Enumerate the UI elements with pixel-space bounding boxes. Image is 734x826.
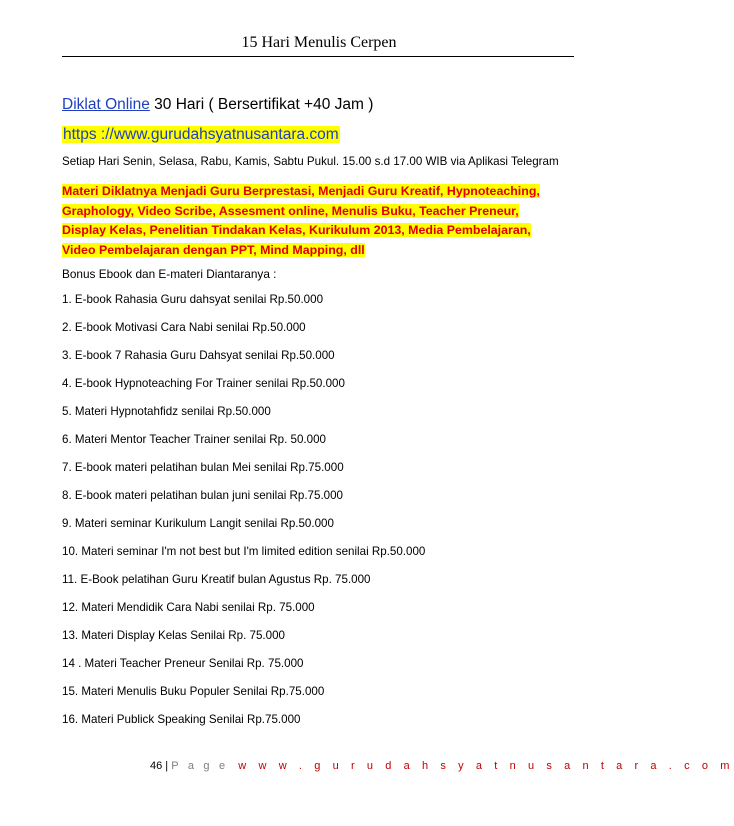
header-divider — [62, 56, 574, 57]
list-item: 14 . Materi Teacher Preneur Senilai Rp. 75.000 — [62, 657, 304, 670]
materi-line: Video Pembelajaran dengan PPT, Mind Mapping, dll — [62, 242, 365, 257]
schedule-text: Setiap Hari Senin, Selasa, Rabu, Kamis, Sabtu Pukul. 15.00 s.d 17.00 WIB via Aplikasi Telegram — [62, 155, 559, 168]
page-footer — [150, 760, 734, 772]
page-header-title: 15 Hari Menulis Cerpen — [241, 34, 397, 51]
list-item: 9. Materi seminar Kurikulum Langit senilai Rp.50.000 — [62, 517, 334, 530]
materi-line: Materi Diklatnya Menjadi Guru Berprestasi, Menjadi Guru Kreatif, Hypnoteaching, — [62, 184, 540, 198]
list-item: 6. Materi Mentor Teacher Trainer senilai Rp. 50.000 — [62, 433, 327, 446]
list-item: 10. Materi seminar I'm not best but I'm limited edition senilai Rp.50.000 — [62, 545, 426, 558]
page-number: 46 — [150, 760, 163, 772]
list-item: 11. E-Book pelatihan Guru Kreatif bulan Agustus Rp. 75.000 — [62, 573, 371, 586]
page-label: P a g e — [171, 760, 229, 772]
footer-separator: | — [162, 760, 172, 772]
list-item: 8. E-book materi pelatihan bulan juni senilai Rp.75.000 — [62, 489, 344, 502]
list-item: 7. E-book materi pelatihan bulan Mei senilai Rp.75.000 — [62, 461, 344, 474]
page-content — [62, 96, 574, 734]
list-item: 1. E-book Rahasia Guru dahsyat senilai Rp.50.000 — [62, 293, 324, 306]
diklat-description: 30 Hari ( Bersertifikat +40 Jam ) — [149, 96, 374, 113]
bonus-title: Bonus Ebook dan E-materi Diantaranya : — [62, 267, 277, 281]
list-item: 4. E-book Hypnoteaching For Trainer senilai Rp.50.000 — [62, 377, 345, 390]
materi-line: Graphology, Video Scribe, Assesment online, Menulis Buku, Teacher Preneur, — [62, 203, 519, 218]
list-item: 2. E-book Motivasi Cara Nabi senilai Rp.50.000 — [62, 321, 306, 334]
footer-website-link[interactable]: w w w . g u r u d a h s y a t n u s a n t a r a . c o m — [238, 760, 734, 772]
list-item: 5. Materi Hypnotahfidz senilai Rp.50.000 — [62, 405, 271, 418]
bonus-list — [62, 286, 574, 734]
materi-line: Display Kelas, Penelitian Tindakan Kelas, Kurikulum 2013, Media Pembelajaran, — [62, 223, 531, 237]
list-item: 3. E-book 7 Rahasia Guru Dahsyat senilai Rp.50.000 — [62, 349, 335, 362]
website-url-link[interactable]: https ://www.gurudahsyatnusantara.com — [63, 126, 339, 143]
url-line — [62, 126, 574, 144]
diklat-line — [62, 96, 574, 114]
list-item: 16. Materi Publick Speaking Senilai Rp.75.000 — [62, 713, 301, 726]
list-item: 12. Materi Mendidik Cara Nabi senilai Rp. 75.000 — [62, 601, 315, 614]
list-item: 13. Materi Display Kelas Senilai Rp. 75.000 — [62, 629, 285, 642]
materi-paragraph — [62, 182, 574, 260]
diklat-online-link[interactable]: Diklat Online — [62, 96, 150, 113]
list-item: 15. Materi Menulis Buku Populer Senilai Rp.75.000 — [62, 685, 325, 698]
